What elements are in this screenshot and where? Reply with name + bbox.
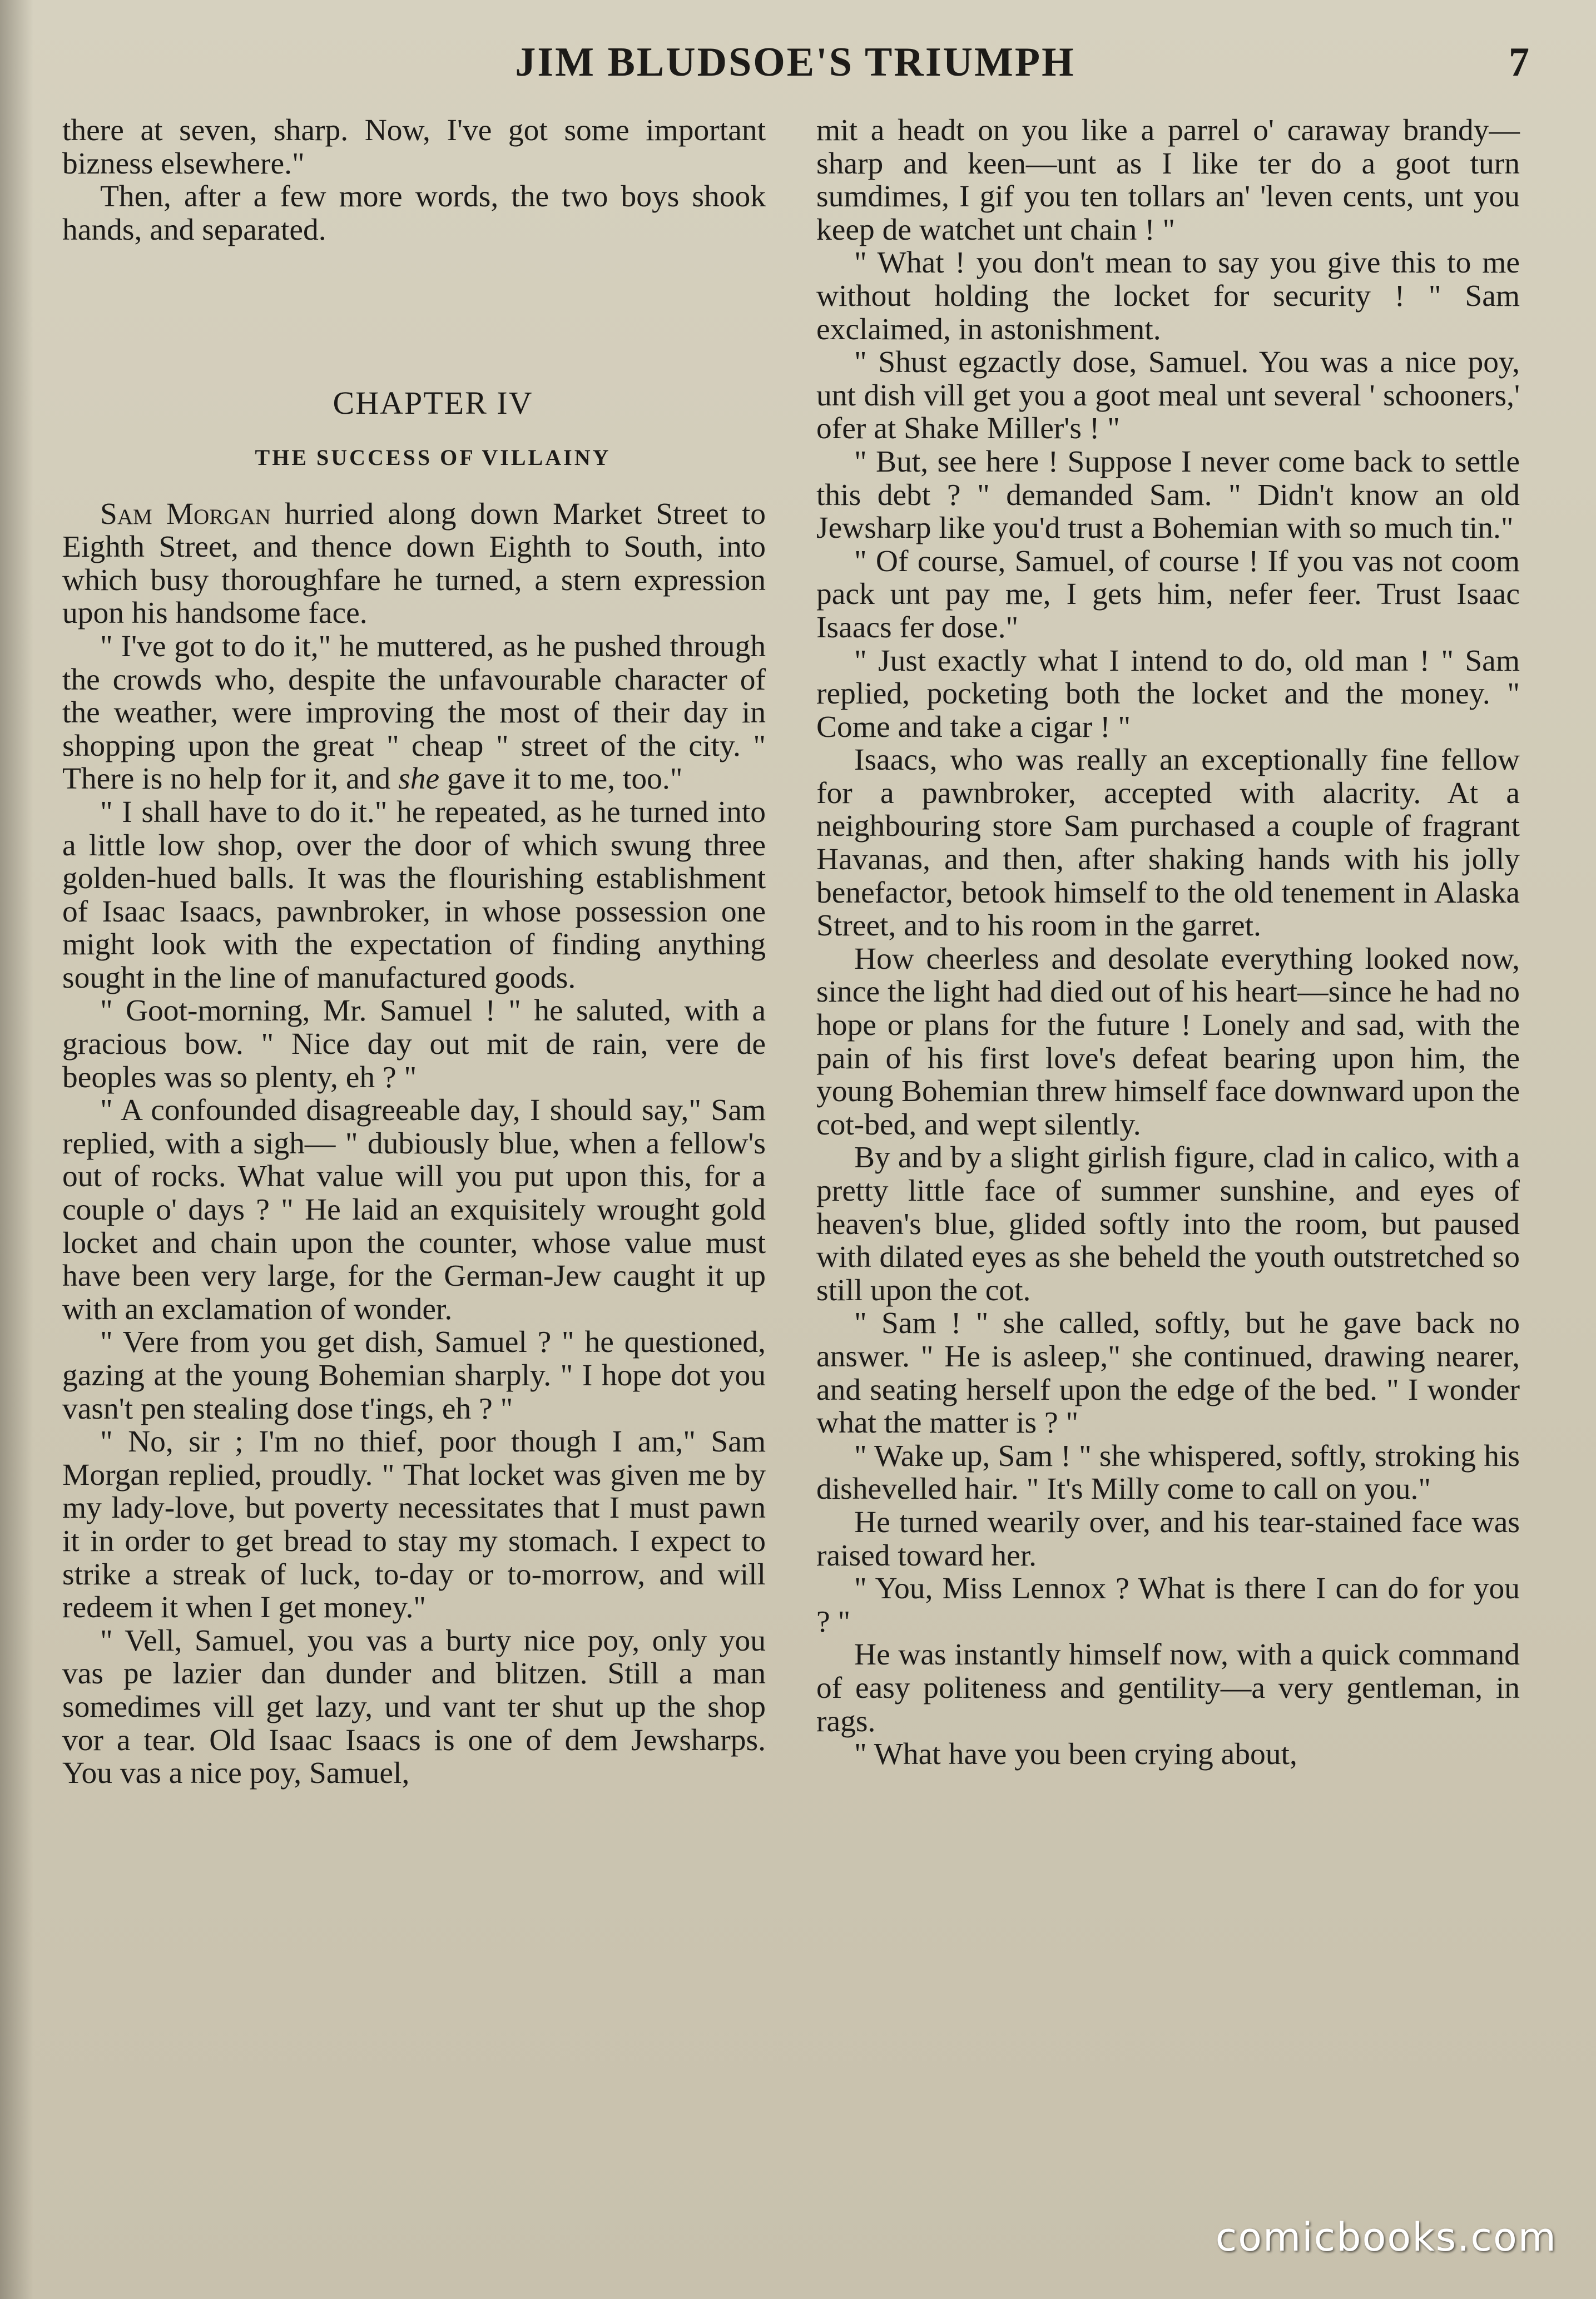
paragraph: " What have you been crying about, [854,1737,1297,1772]
paragraph: Isaacs, who was really an exceptionally fine fellow for a pawnbroker, accepted with alacrity. At a neighbouring store Sam purchased a couple of fragrant Havanas, and then, after shaking hands with his jolly benefactor, betook himself to the old tenement in Alaska Street, and to his room in the garret. [816,743,1520,943]
paragraph: " I've got to do it," he muttered, as he pushed through the crowds who, despite the unfavourable character of the weather, were improving the most of their day in shopping upon the great " cheap " street of the city. " There is no help for it, and she gave it to me, too." [62,629,766,796]
right-column [816,114,1520,1771]
paragraph: " Goot-morning, Mr. Samuel ! " he saluted, with a gracious bow. " Nice day out mit de rain, vere de beoples was so plenty, eh ? " [62,994,766,1094]
paragraph: " Vell, Samuel, you vas a burty nice poy, only you vas pe lazier dan dunder and blitzen. Still a man somedimes vill get lazy, und vant ter shut up the shop vor a tear. Old Isaac Isaacs is one of dem Jewsharps. You vas a nice poy, Samuel, [62,1623,766,1791]
paragraph: " No, sir ; I'm no thief, poor though I am," Sam Morgan replied, proudly. " That locket was given me by my lady-love, but poverty necessitates that I must pawn it in order to get bread to stay my stomach. I expect to strike a streak of luck, to-day or to-morrow, and will redeem it when I get money." [62,1425,766,1625]
paragraph: " But, see here ! Suppose I never come back to settle this debt ? " demanded Sam. " Didn't know an old Jewsharp like you'd trust a Bohemian with so much tin." [816,444,1520,546]
chapter-subtitle: THE SUCCESS OF VILLAINY [255,444,611,470]
paragraph: " Of course, Samuel, of course ! If you vas not coom pack unt pay me, I gets him, nefer feer. Trust Isaac Isaacs fer dose." [816,544,1520,645]
paragraph: " I shall have to do it." he repeated, as he turned into a little low shop, over the door of which swung three golden-hued balls. It was the flourishing establishment of Isaac Isaacs, pawnbroker, in whose possession one might look with the expectation of finding anything sought in the line of manufactured goods. [62,795,766,995]
paragraph: mit a headt on you like a parrel o' caraway brandy—sharp and keen—unt as I like ter do a goot turn sumdimes, I gif you ten tollars an' 'leven cents, unt you keep de watchet unt chain ! " [816,113,1520,247]
paragraph: " Shust egzactly dose, Samuel. You was a nice poy, unt dish vill get you a goot meal unt several ' schooners,' ofer at Shake Miller's ! " [816,345,1520,446]
paragraph: By and by a slight girlish figure, clad in calico, with a pretty little face of summer sunshine, and eyes of heaven's blue, glided softly into the room, but paused with dilated eyes as she beheld the youth outstretched so still upon the cot. [816,1141,1520,1307]
paragraph: " A confounded disagreeable day, I should say," Sam replied, with a sigh— " dubiously blue, when a fellow's out of rocks. What value will you put upon this, for a couple o' days ? " He laid an exquisitely wrought gold locket and chain upon the counter, whose value must have been very large, for the German-Jew caught it up with an exclamation of wonder. [62,1093,766,1326]
paragraph: " Wake up, Sam ! " she whispered, softly, stroking his dishevelled hair. " It's Milly come to call on you." [816,1439,1520,1507]
page-header [61,39,1529,95]
paragraph: Sam Morgan hurried along down Market Street to Eighth Street, and thence down Eighth to South, into which busy thoroughfare he turned, a stern expression upon his handsome face. [62,497,766,631]
binding-shadow [0,0,33,2299]
paragraph: there at seven, sharp. Now, I've got some important bizness elsewhere." [62,113,766,181]
emphasis: she [398,762,440,796]
paragraph: " Just exactly what I intend to do, old man ! " Sam replied, pocketing both the locket and the money. " Come and take a cigar ! " [816,643,1520,744]
paragraph: He was instantly himself now, with a quick command of easy politeness and gentility—a very gentleman, in rags. [816,1638,1520,1738]
character-name: Sam Morgan [100,497,271,531]
watermark: comicbooks.com [1215,2214,1557,2260]
paragraph: " Vere from you get dish, Samuel ? " he questioned, gazing at the young Bohemian sharply. " I hope dot you vasn't pen stealing dose t'ings, eh ? " [62,1325,766,1426]
left-column [62,114,766,1790]
paragraph: " Sam ! " she called, softly, but he gave back no answer. " He is asleep," she continued, drawing nearer, and seating herself upon the edge of the bed. " I wonder what the matter is ? " [816,1306,1520,1440]
paragraph: " You, Miss Lennox ? What is there I can do for you ? " [816,1572,1520,1639]
section-break [62,246,766,387]
paragraph: He turned wearily over, and his tear-stained face was raised toward her. [816,1505,1520,1573]
paragraph: How cheerless and desolate everything looked now, since the light had died out of his heart—since he had no hope or plans for the future ! Lonely and sad, with the pain of his first love's defeat bearing upon him, the young Bohemian threw himself face downward upon the cot-bed, and wept silently. [816,942,1520,1142]
page-number: 7 [1509,39,1529,85]
paragraph: Then, after a few more words, the two boys shook hands, and separated. [62,180,766,247]
paragraph: " What ! you don't mean to say you give this to me without holding the locket for security ! " Sam exclaimed, in astonishment. [816,246,1520,346]
chapter-title: CHAPTER IV [333,385,533,422]
running-title: JIM BLUDSOE'S TRIUMPH [515,39,1075,85]
